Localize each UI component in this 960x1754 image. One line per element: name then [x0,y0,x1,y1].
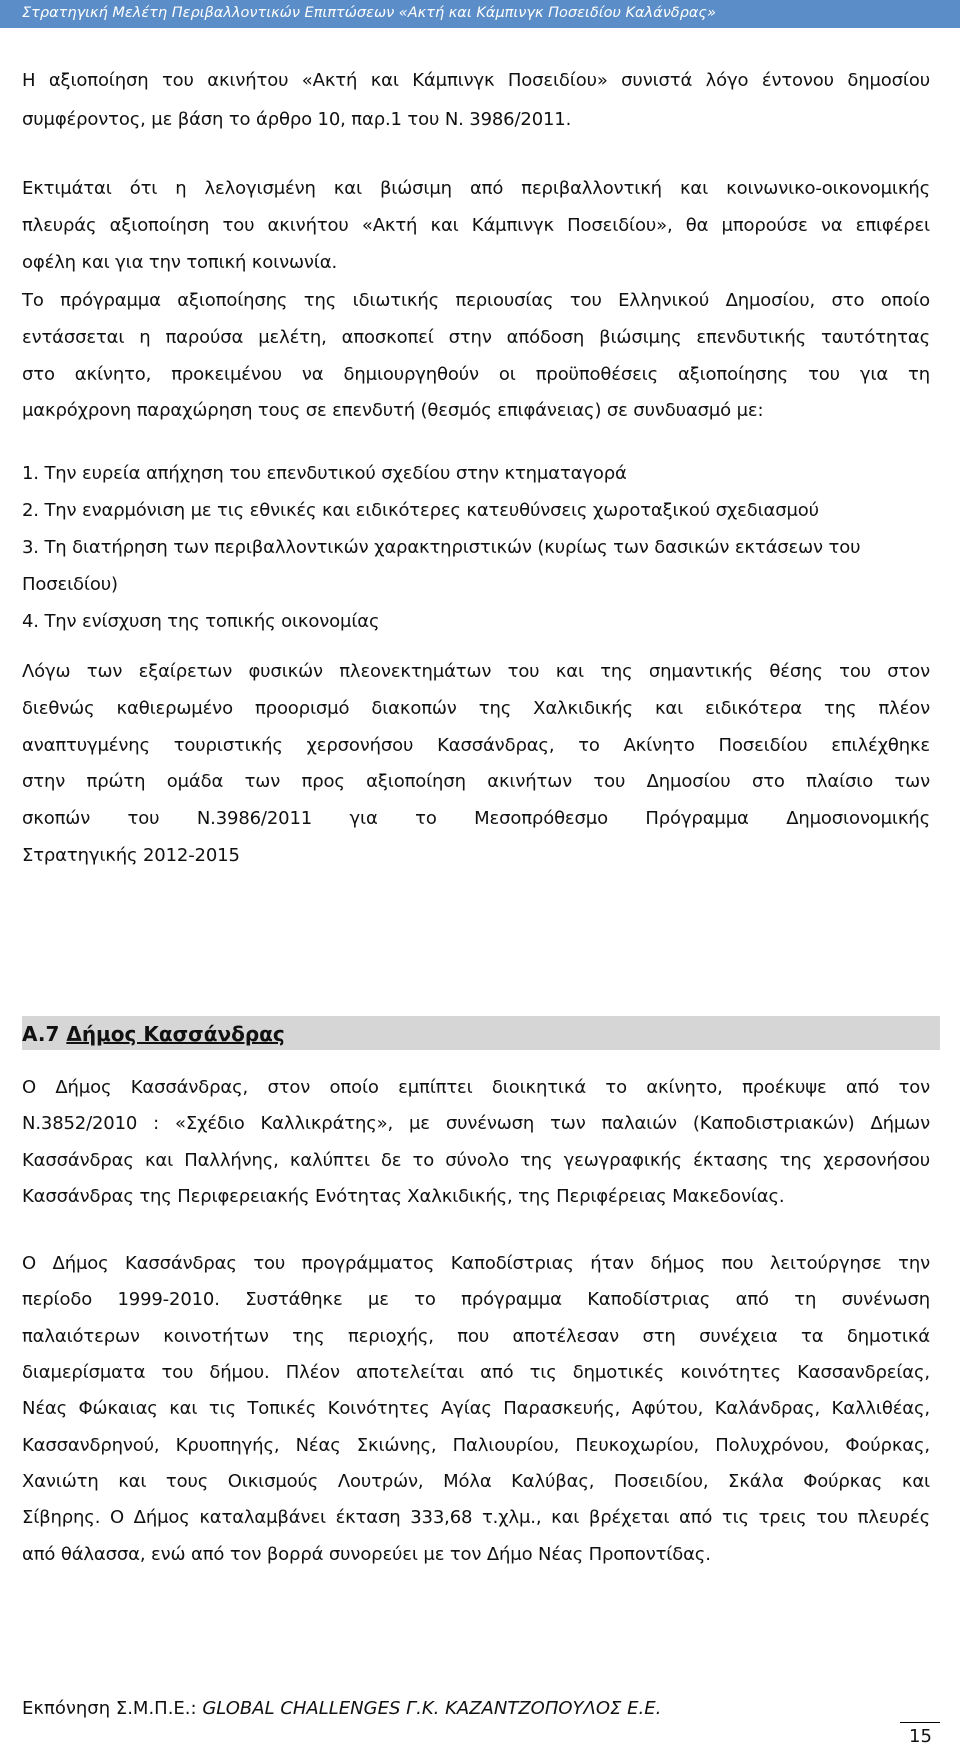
paragraph-3-line-2: εντάσσεται η παρούσα μελέτη, αποσκοπεί στην απόδοση βιώσιμης επενδυτικής ταυτότητας [22,327,930,348]
paragraph-6-line-2: περίοδο 1999-2010. Συστάθηκε με το πρόγραμμα Καποδίστριας από τη συνένωση [22,1289,930,1310]
paragraph-6-line-1: Ο Δήμος Κασσάνδρας του προγράμματος Καποδίστριας ήταν δήμος που λειτούργησε την [22,1253,930,1274]
paragraph-4-line-5: σκοπών του Ν.3986/2011 για το Μεσοπρόθεσμο Πρόγραμμα Δημοσιονομικής [22,808,930,829]
paragraph-4-line-2: διεθνώς καθιερωμένο προορισμό διακοπών της Χαλκιδικής και ειδικότερα της πλέον [22,698,930,719]
paragraph-5-line-1: Ο Δήμος Κασσάνδρας, στον οποίο εμπίπτει διοικητικά το ακίνητο, προέκυψε από τον [22,1077,930,1098]
document-header-title: Στρατηγική Μελέτη Περιβαλλοντικών Επιπτώσεων «Ακτή και Κάμπινγκ Ποσειδίου Καλάνδρας» [22,5,716,21]
footer-company: GLOBAL CHALLENGES Γ.Κ. ΚΑΖΑΝΤΖΟΠΟΥΛΟΣ Ε.Ε. [202,1698,662,1719]
paragraph-4-line-3: αναπτυγμένης τουριστικής χερσονήσου Κασσάνδρας, το Ακίνητο Ποσειδίου επιλέχθηκε [22,735,930,756]
paragraph-3-line-4: μακρόχρονη παραχώρηση τους σε επενδυτή (θεσμός επιφάνειας) σε συνδυασμό με: [22,400,764,421]
paragraph-2-line-3: οφέλη και για την τοπική κοινωνία. [22,252,338,273]
paragraph-1-line-2: συμφέροντος, με βάση το άρθρο 10, παρ.1 του Ν. 3986/2011. [22,109,572,130]
paragraph-3-line-1: Το πρόγραμμα αξιοποίησης της ιδιωτικής περιουσίας του Ελληνικού Δημοσίου, στο οποίο [22,290,930,311]
list-item-4: 4. Την ενίσχυση της τοπικής οικονομίας [22,611,380,632]
paragraph-2-line-1: Εκτιμάται ότι η λελογισμένη και βιώσιμη από περιβαλλοντική και κοινωνικο-οικονομικής [22,178,930,199]
paragraph-6-line-8: Σίβηρης. Ο Δήμος καταλαμβάνει έκταση 333,68 τ.χλμ., και βρέχεται από τις τρεις του πλευρές [22,1507,930,1528]
paragraph-6-line-3: παλαιότερων κοινοτήτων της περιοχής, που αποτέλεσαν στη συνέχεια τα δημοτικά [22,1326,930,1347]
paragraph-3-line-3: στο ακίνητο, προκειμένου να δημιουργηθούν οι προϋποθέσεις αξιοποίησης του για τη [22,364,930,385]
paragraph-5-line-3: Κασσάνδρας και Παλλήνης, καλύπτει δε το σύνολο της γεωγραφικής έκτασης της χερσονήσου [22,1150,930,1171]
paragraph-6-line-9: από θάλασσα, ενώ από τον βορρά συνορεύει με τον Δήμο Νέας Προποντίδας. [22,1544,711,1565]
paragraph-6-line-7: Χανιώτη και τους Οικισμούς Λουτρών, Μόλα Καλύβας, Ποσειδίου, Σκάλα Φούρκας και [22,1471,930,1492]
list-item-2: 2. Την εναρμόνιση με τις εθνικές και ειδικότερες κατευθύνσεις χωροταξικού σχεδιασμού [22,500,819,521]
paragraph-6-line-5: Νέας Φώκαιας και τις Τοπικές Κοινότητες Αγίας Παρασκευής, Αφύτου, Καλάνδρας, Καλλιθέας, [22,1398,930,1419]
paragraph-5-line-2: Ν.3852/2010 : «Σχέδιο Καλλικράτης», με συνένωση των παλαιών (Καποδιστριακών) Δήμων [22,1113,930,1134]
list-item-1: 1. Την ευρεία απήχηση του επενδυτικού σχεδίου στην κτηματαγορά [22,463,627,484]
footer-prefix: Εκπόνηση Σ.Μ.Π.Ε.: [22,1698,203,1719]
section-heading [22,1022,285,1046]
paragraph-5-line-4: Κασσάνδρας της Περιφερειακής Ενότητας Χαλκιδικής, της Περιφέρειας Μακεδονίας. [22,1186,785,1207]
list-item-3-line-1: 3. Τη διατήρηση των περιβαλλοντικών χαρακτηριστικών (κυρίως των δασικών εκτάσεων του [22,537,861,558]
page-number: 15 [909,1726,932,1747]
document-footer [22,1698,661,1719]
list-item-3-line-2: Ποσειδίου) [22,574,118,595]
paragraph-4-line-1: Λόγω των εξαίρετων φυσικών πλεονεκτημάτων του και της σημαντικής θέσης του στον [22,661,930,682]
footer-rule [900,1722,940,1723]
paragraph-6-line-4: διαμερίσματα του δήμου. Πλέον αποτελείται από τις δημοτικές κοινότητες Κασσανδρείας, [22,1362,930,1383]
paragraph-2-line-2: πλευράς αξιοποίηση του ακινήτου «Ακτή και Κάμπινγκ Ποσειδίου», θα μπορούσε να επιφέρει [22,215,930,236]
paragraph-6-line-6: Κασσανδρηνού, Κρυοπηγής, Νέας Σκιώνης, Παλιουρίου, Πευκοχωρίου, Πολυχρόνου, Φούρκας, [22,1435,930,1456]
paragraph-4-line-6: Στρατηγικής 2012-2015 [22,845,240,866]
section-title: Δήμος Κασσάνδρας [66,1022,285,1046]
paragraph-1-line-1: Η αξιοποίηση του ακινήτου «Ακτή και Κάμπινγκ Ποσειδίου» συνιστά λόγο έντονου δημοσίου [22,70,930,91]
paragraph-4-line-4: στην πρώτη ομάδα των προς αξιοποίηση ακινήτων του Δημοσίου στο πλαίσιο των [22,771,930,792]
section-number: A.7 [22,1022,60,1046]
